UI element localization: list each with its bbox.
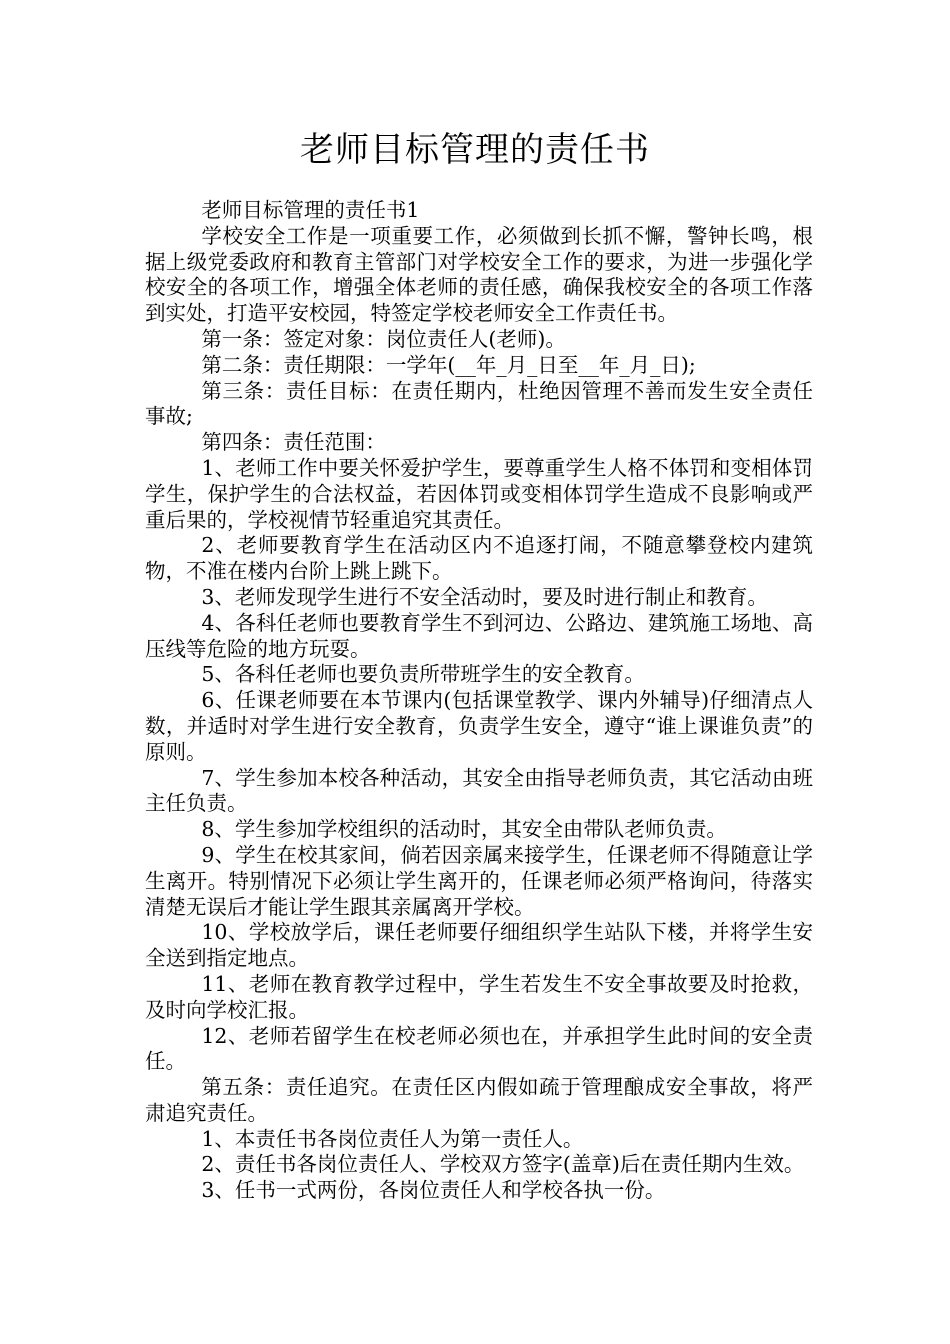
accountability-item-2: 2、责任书各岗位责任人、学校双方签字(盖章)后在责任期内生效。 — [201, 1152, 805, 1177]
intro-paragraph: 学校安全工作是一项重要工作，必须做到长抓不懈，警钟长鸣，根据上级党委政府和教育主管部门对学校安全工作的要求，为进一步强化学校安全的各项工作，增强全体老师的责任感，确保我校安全的各项工作落到实处，打造平安校园，特签定学校老师安全工作责任书。 — [145, 223, 813, 326]
article-4: 第四条：责任范围： — [201, 430, 386, 455]
document-body — [145, 198, 813, 1204]
scope-item-6: 6、任课老师要在本节课内(包括课堂教学、课内外辅导)仔细清点人数，并适时对学生进行安全教育，负责学生安全，遵守“谁上课谁负责”的原则。 — [145, 688, 813, 764]
document-title: 老师目标管理的责任书 — [300, 130, 650, 170]
scope-item-7: 7、学生参加本校各种活动，其安全由指导老师负责，其它活动由班主任负责。 — [145, 765, 813, 816]
section-heading: 老师目标管理的责任书1 — [201, 198, 420, 222]
scope-item-11: 11、老师在教育教学过程中，学生若发生不安全事故要及时抢救，及时向学校汇报。 — [145, 971, 813, 1022]
scope-item-1: 1、老师工作中要关怀爱护学生，要尊重学生人格不体罚和变相体罚学生，保护学生的合法权益，若因体罚或变相体罚学生造成不良影响或严重后果的，学校视情节轻重追究其责任。 — [145, 455, 813, 532]
scope-item-10: 10、学校放学后，课任老师要仔细组织学生站队下楼，并将学生安全送到指定地点。 — [145, 920, 813, 971]
scope-item-2: 2、老师要教育学生在活动区内不追逐打闹，不随意攀登校内建筑物，不准在楼内台阶上跳上跳下。 — [145, 533, 813, 584]
accountability-item-1: 1、本责任书各岗位责任人为第一责任人。 — [201, 1126, 584, 1151]
article-2: 第二条：责任期限：一学年(__年_月_日至__年_月_日); — [201, 352, 696, 377]
scope-item-3: 3、老师发现学生进行不安全活动时，要及时进行制止和教育。 — [201, 584, 768, 609]
scope-item-5: 5、各科任老师也要负责所带班学生的安全教育。 — [201, 662, 645, 687]
article-1: 第一条：签定对象：岗位责任人(老师)。 — [201, 326, 566, 351]
scope-item-9: 9、学生在校其家间，倘若因亲属来接学生，任课老师不得随意让学生离开。特别情况下必须让学生离开的，任课老师必须严格询问，待落实清楚无误后才能让学生跟其亲属离开学校。 — [145, 842, 813, 919]
scope-item-12: 12、老师若留学生在校老师必须也在，并承担学生此时间的安全责任。 — [145, 1023, 813, 1074]
accountability-item-3: 3、任书一式两份，各岗位责任人和学校各执一份。 — [201, 1178, 666, 1203]
article-5: 第五条：责任追究。在责任区内假如疏于管理酿成安全事故，将严肃追究责任。 — [145, 1075, 813, 1125]
scope-item-8: 8、学生参加学校组织的活动时，其安全由带队老师负责。 — [201, 817, 727, 842]
article-3: 第三条：责任目标：在责任期内，杜绝因管理不善而发生安全责任事故; — [145, 378, 813, 429]
scope-item-4: 4、各科任老师也要教育学生不到河边、公路边、建筑施工场地、高压线等危险的地方玩耍。 — [145, 610, 813, 661]
